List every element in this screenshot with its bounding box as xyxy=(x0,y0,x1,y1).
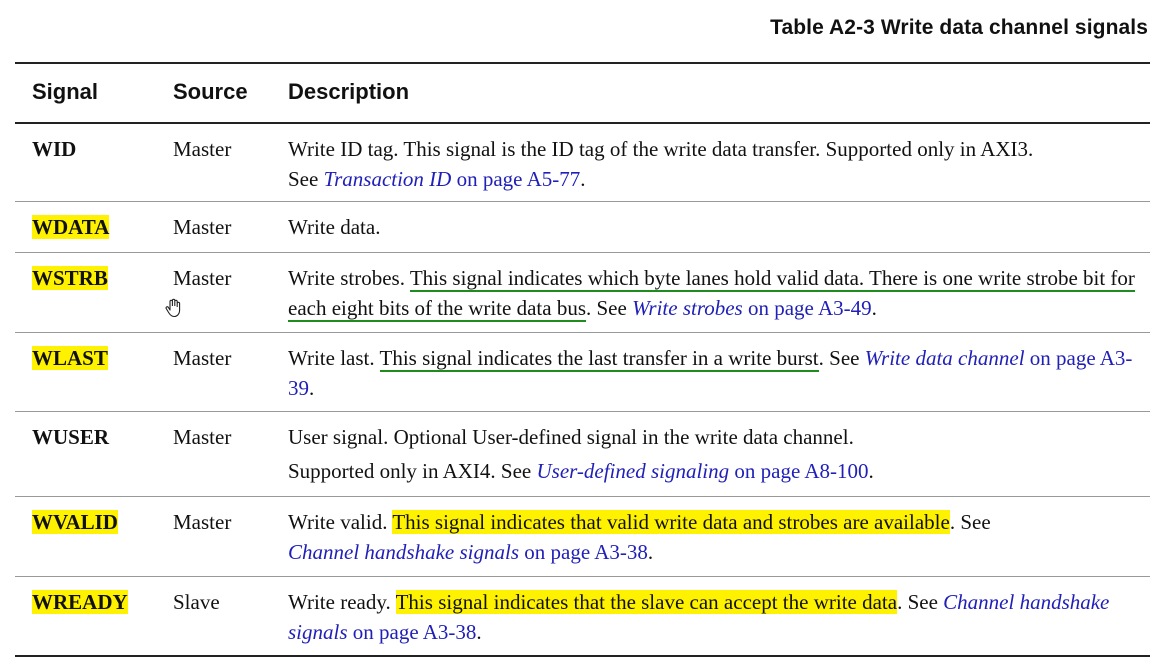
header-description: Description xyxy=(288,79,410,104)
table-row-wready xyxy=(15,577,1150,657)
description-text: Write data. xyxy=(288,215,381,239)
cross-reference-link[interactable]: Channel handshake signals on page A3-38 xyxy=(288,590,1110,644)
description-text: Write last. xyxy=(288,346,380,370)
signal-description xyxy=(288,507,1144,567)
signal-source: Master xyxy=(173,425,232,449)
table-row-wvalid xyxy=(15,497,1150,577)
table-row-wid xyxy=(15,124,1150,202)
signal-description xyxy=(288,343,1144,403)
underlined-text: This signal indicates which byte lanes hold valid data. There is one write strobe bit for each eight bits of the write data bus xyxy=(288,266,1135,320)
signal-description xyxy=(288,134,1144,194)
signal-source: Master xyxy=(173,266,232,290)
table-row-wdata xyxy=(15,202,1150,253)
description-text: . See xyxy=(818,346,865,370)
header-signal: Signal xyxy=(32,79,99,104)
signal-name: WDATA xyxy=(32,215,110,239)
description-text: Write ID tag. This signal is the ID tag of the write data transfer. Supported only in AXI3. xyxy=(288,137,1034,161)
description-punctuation: . xyxy=(647,540,654,564)
description-punctuation: . xyxy=(309,376,315,400)
table-bottom-rule xyxy=(15,655,1150,657)
signal-name: WSTRB xyxy=(32,266,108,290)
description-text: Write ready. xyxy=(288,590,396,614)
highlighted-text: This signal indicates that the slave can accept the write data xyxy=(395,590,898,614)
hand-cursor-icon xyxy=(164,298,182,318)
signal-name: WREADY xyxy=(32,590,128,614)
signal-source: Master xyxy=(173,346,232,370)
signal-name: WUSER xyxy=(32,425,110,449)
description-text: . See xyxy=(897,590,944,614)
signal-description xyxy=(288,587,1144,647)
description-text: . See xyxy=(586,296,633,320)
signal-source: Master xyxy=(173,215,232,239)
description-text: Write valid. xyxy=(288,510,393,534)
signal-name: WVALID xyxy=(32,510,118,534)
table-header xyxy=(15,64,1150,122)
table-row-wlast xyxy=(15,333,1150,412)
signal-name: WLAST xyxy=(32,346,108,370)
description-text: See xyxy=(288,167,324,191)
description-text: Write strobes. xyxy=(288,266,410,290)
table-row-wuser xyxy=(15,412,1150,497)
header-source: Source xyxy=(173,79,248,104)
signal-source: Slave xyxy=(173,590,220,614)
description-text: . See xyxy=(949,510,991,534)
description-text: User signal. Optional User-defined signal in the write data channel. xyxy=(288,425,854,449)
description-punctuation: . xyxy=(868,459,874,483)
cross-reference-link[interactable]: Transaction ID on page A5-77 xyxy=(323,167,581,191)
signal-description xyxy=(288,212,1144,242)
signal-description xyxy=(288,263,1144,323)
table-row-wstrb xyxy=(15,253,1150,333)
description-text: Supported only in AXI4. See xyxy=(288,459,537,483)
underlined-text: This signal indicates the last transfer in a write burst xyxy=(379,346,819,370)
signal-name: WID xyxy=(32,137,77,161)
cross-reference-link[interactable]: User-defined signaling on page A8-100 xyxy=(536,459,869,483)
signal-source: Master xyxy=(173,137,232,161)
description-punctuation: . xyxy=(476,620,482,644)
cross-reference-link[interactable]: Write data channel on page A3-39 xyxy=(288,346,1133,400)
cross-reference-link[interactable]: Channel handshake signals on page A3-38 xyxy=(288,540,648,564)
cross-reference-link[interactable]: Write strobes on page A3-49 xyxy=(632,296,872,320)
description-punctuation: . xyxy=(580,167,586,191)
signal-description xyxy=(288,422,1144,486)
description-punctuation: . xyxy=(871,296,877,320)
table-caption: Table A2-3 Write data channel signals xyxy=(770,16,1148,39)
highlighted-text: This signal indicates that valid write data and strobes are available xyxy=(392,510,950,534)
signal-source: Master xyxy=(173,510,232,534)
